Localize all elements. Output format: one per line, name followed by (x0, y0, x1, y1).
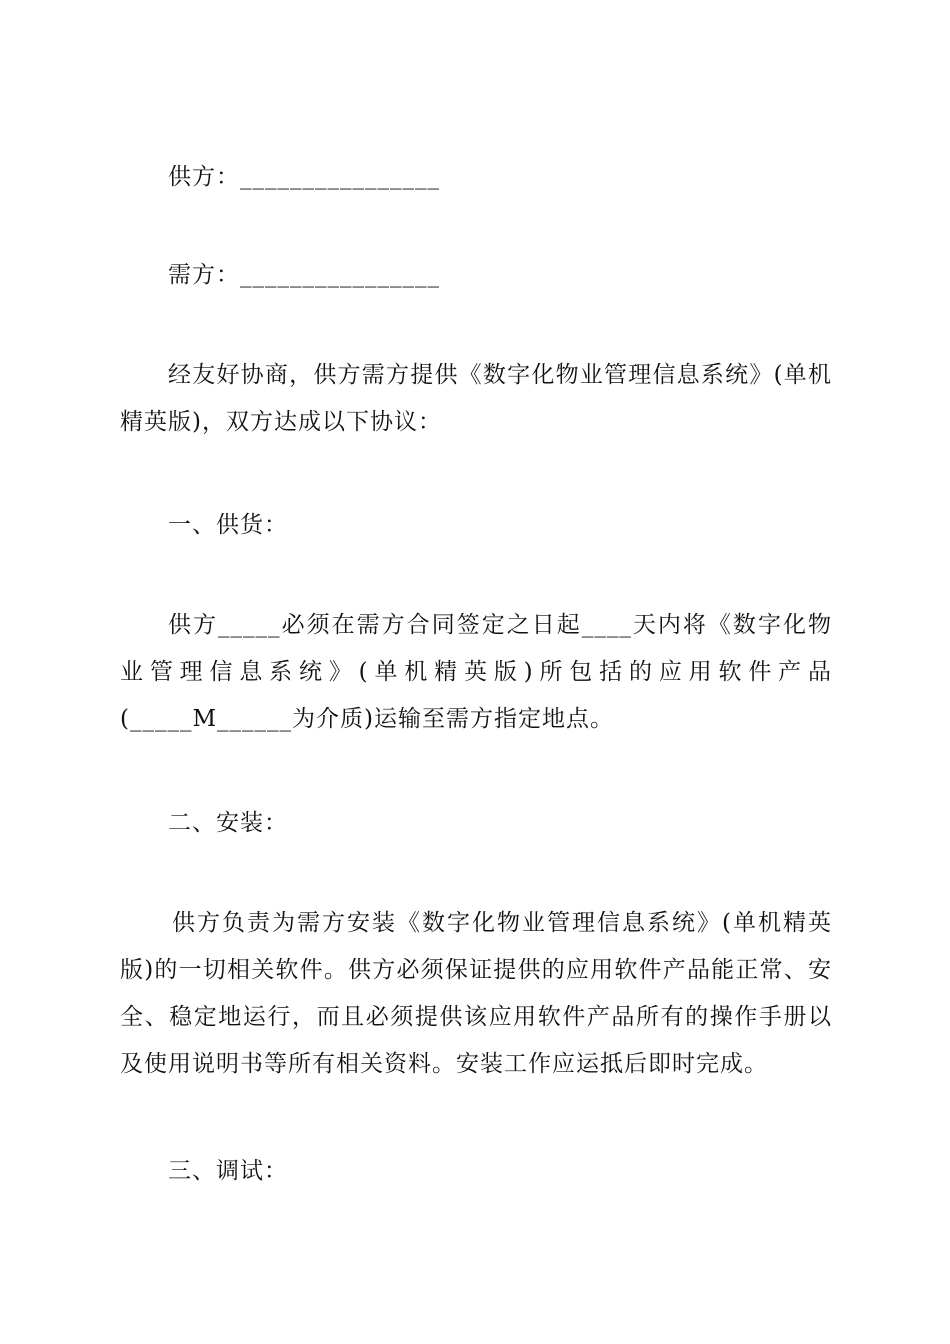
section2-heading: 二、安装： (168, 810, 288, 836)
section1-heading: 一、供货： (168, 512, 288, 538)
section1-body: 供方_____必须在需方合同签定之日起____天内将《数字化物业管理信息系统》(单机精英版)所包括的应用软件产品(_____M______为介质)运输至需方指定地点。 (120, 612, 832, 732)
section2-body: 供方负责为需方安装《数字化物业管理信息系统》(单机精英版)的一切相关软件。供方必须保证提供的应用软件产品能正常、安全、稳定地运行，而且必须提供该应用软件产品所有的操作手册以及使用说明书等所有相关资料。安装工作应运抵后即时完成。 (120, 910, 832, 1077)
buyer-line: 需方：________________ (168, 262, 440, 288)
supplier-line: 供方：________________ (168, 164, 440, 190)
section3-heading: 三、调试： (168, 1158, 288, 1184)
intro-paragraph: 经友好协商，供方需方提供《数字化物业管理信息系统》(单机精英版)，双方达成以下协议： (120, 362, 832, 435)
